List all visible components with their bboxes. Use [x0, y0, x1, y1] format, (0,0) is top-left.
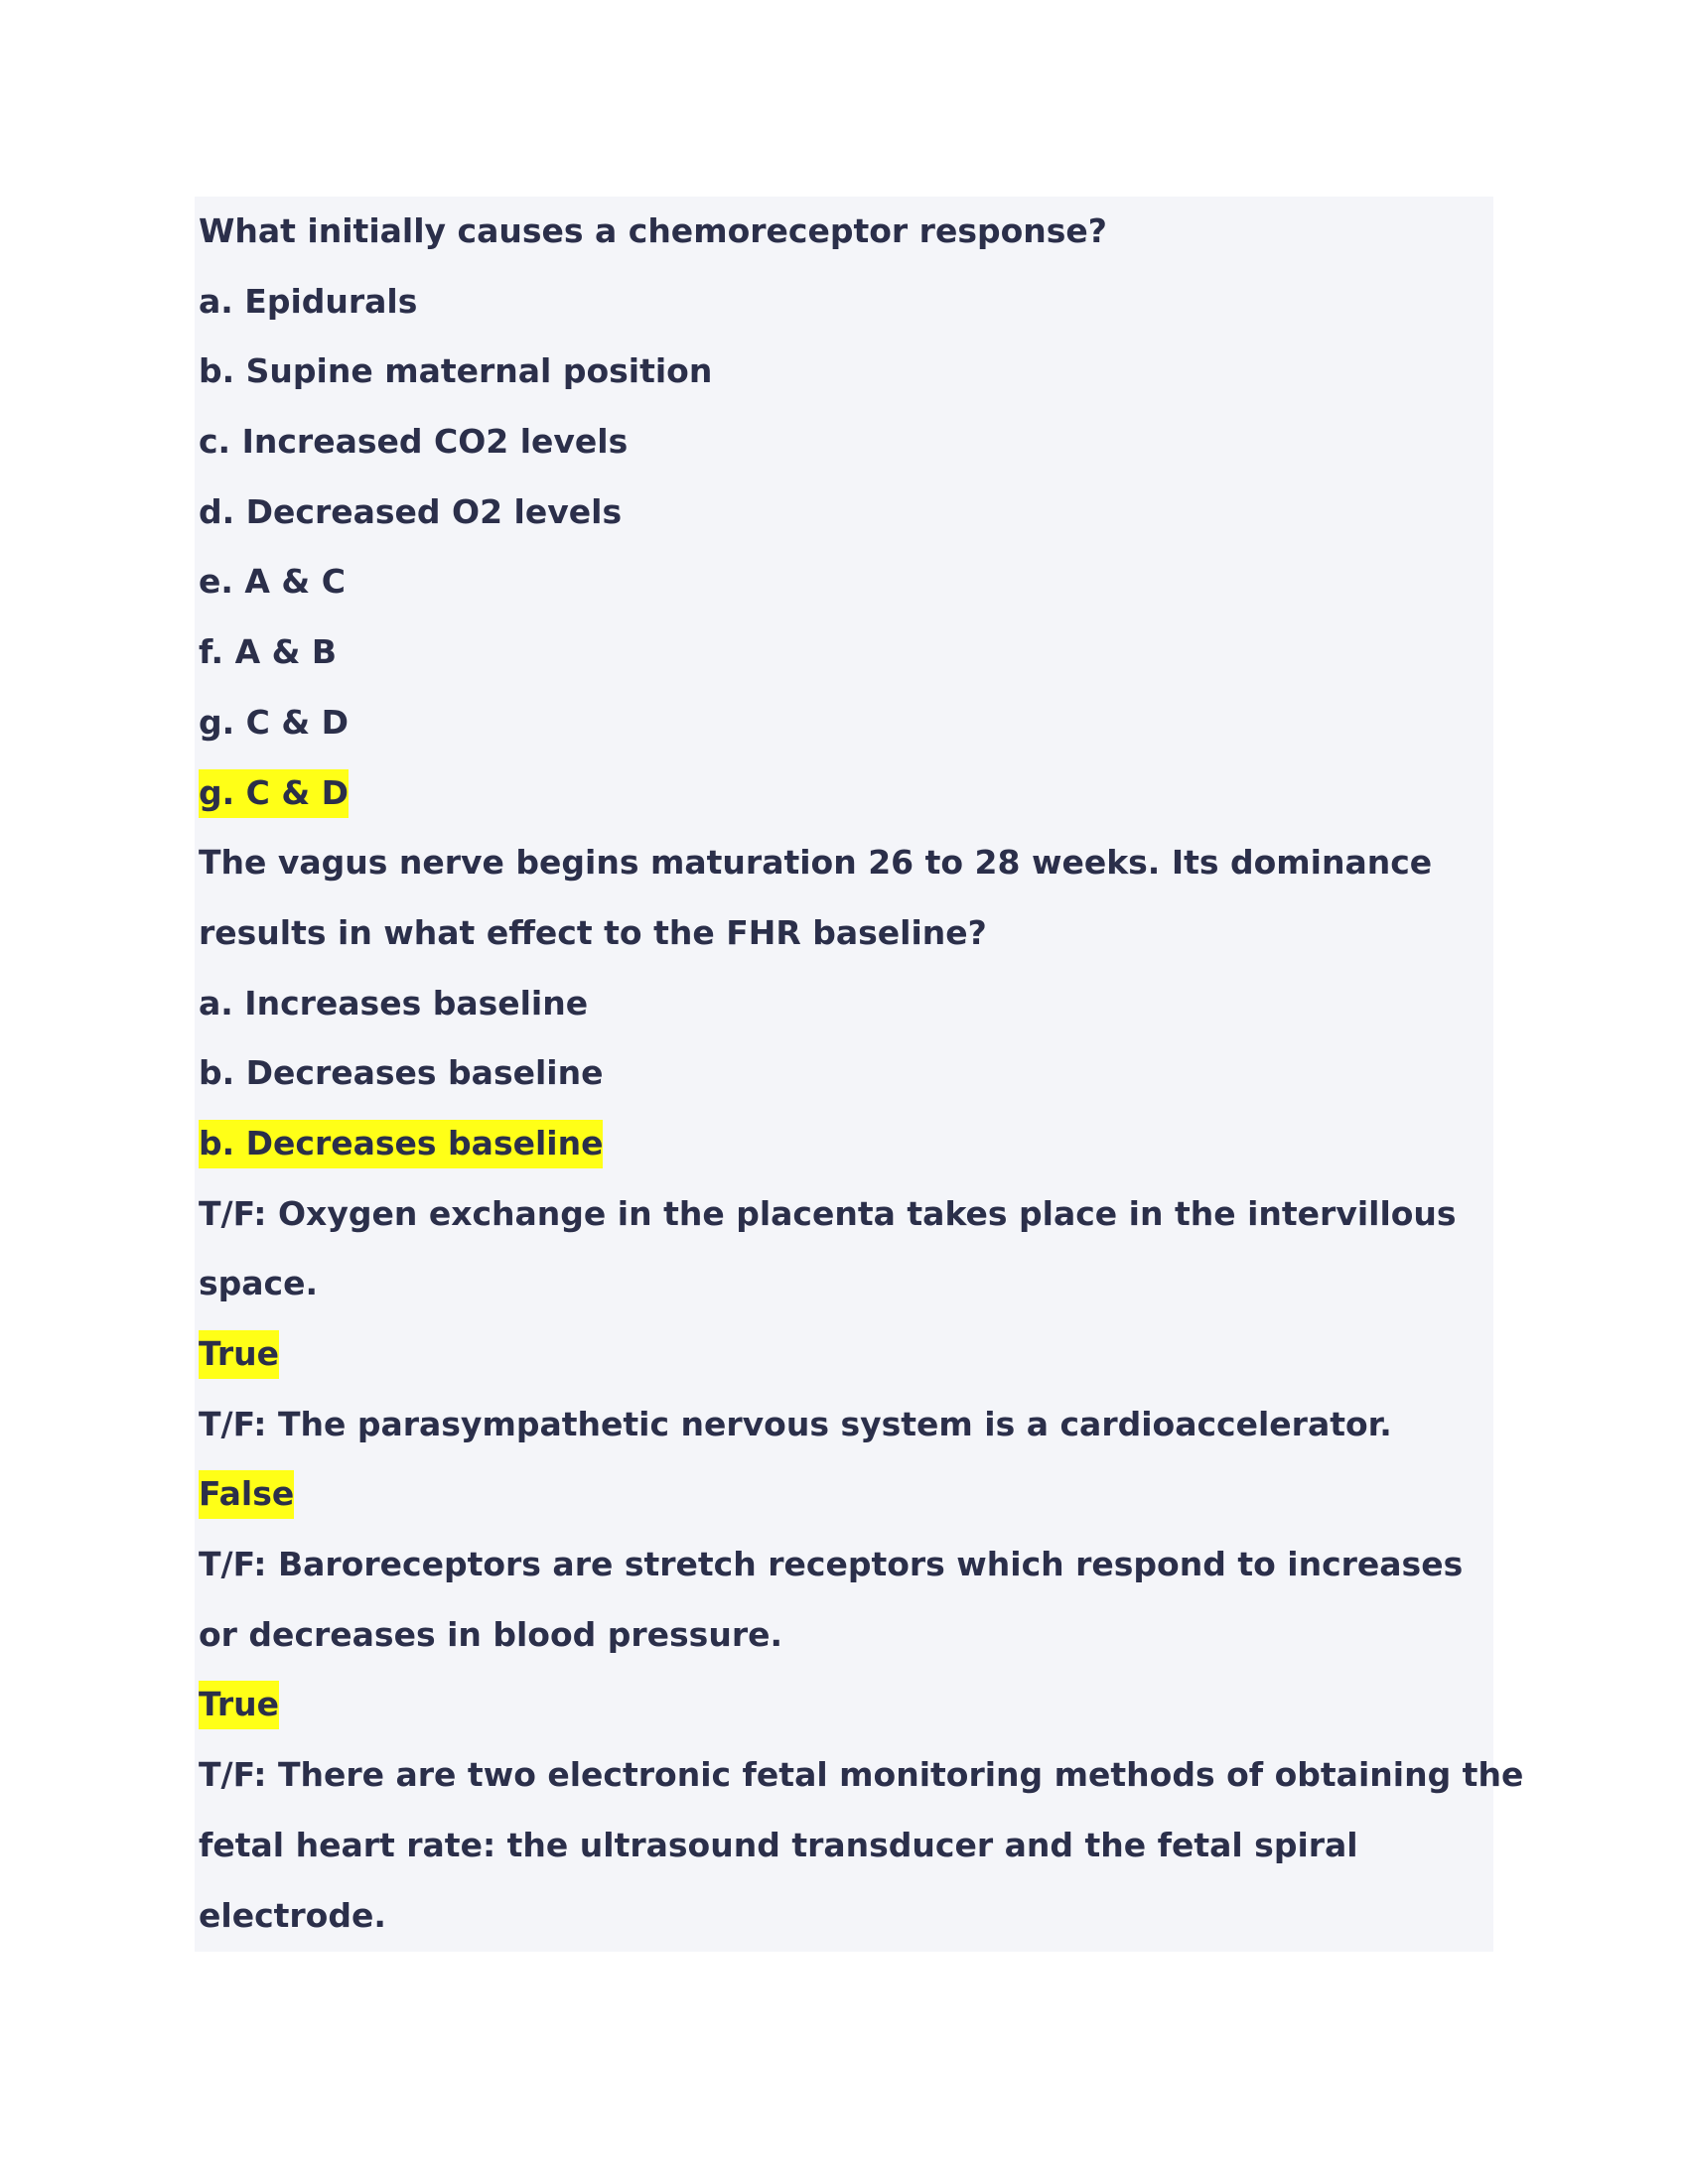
correct-answer-line — [199, 1109, 1493, 1179]
question-text: What initially causes a chemoreceptor response? — [199, 211, 1107, 250]
correct-answer-highlight: True — [199, 1330, 279, 1379]
answer-option: e. A & C — [199, 562, 346, 602]
correct-answer-line — [199, 758, 1493, 829]
answer-option: g. C & D — [199, 702, 350, 742]
answer-option: b. Supine maternal position — [199, 351, 713, 391]
correct-answer-highlight: True — [199, 1681, 279, 1729]
question-text: results in what effect to the FHR baseline? — [199, 912, 987, 952]
question-list — [199, 197, 1524, 1951]
correct-answer-line — [199, 1670, 1493, 1740]
question-text: T/F: The parasympathetic nervous system is a cardioaccelerator. — [199, 1404, 1392, 1443]
correct-answer-line — [199, 1459, 1493, 1530]
answer-option: f. A & B — [199, 632, 338, 672]
question-text: space. — [199, 1264, 319, 1303]
question-text: T/F: There are two electronic fetal monitoring methods of obtaining the — [199, 1755, 1524, 1795]
question-text: The vagus nerve begins maturation 26 to 28 weeks. Its dominance — [199, 843, 1433, 883]
question-text: electrode. — [199, 1895, 386, 1935]
answer-option: a. Increases baseline — [199, 983, 589, 1023]
correct-answer-line — [199, 1319, 1493, 1390]
question-text: or decreases in blood pressure. — [199, 1614, 783, 1654]
question-text: T/F: Baroreceptors are stretch receptors which respond to increases — [199, 1545, 1464, 1584]
question-text: T/F: Oxygen exchange in the placenta takes place in the intervillous — [199, 1193, 1457, 1233]
answer-option: d. Decreased O2 levels — [199, 491, 623, 531]
correct-answer-highlight: g. C & D — [199, 769, 349, 818]
correct-answer-highlight: b. Decreases baseline — [199, 1120, 603, 1168]
question-text: fetal heart rate: the ultrasound transducer and the fetal spiral — [199, 1825, 1358, 1864]
answer-option: b. Decreases baseline — [199, 1053, 604, 1093]
correct-answer-highlight: False — [199, 1470, 294, 1519]
answer-option: c. Increased CO2 levels — [199, 422, 629, 462]
answer-option: a. Epidurals — [199, 281, 418, 321]
